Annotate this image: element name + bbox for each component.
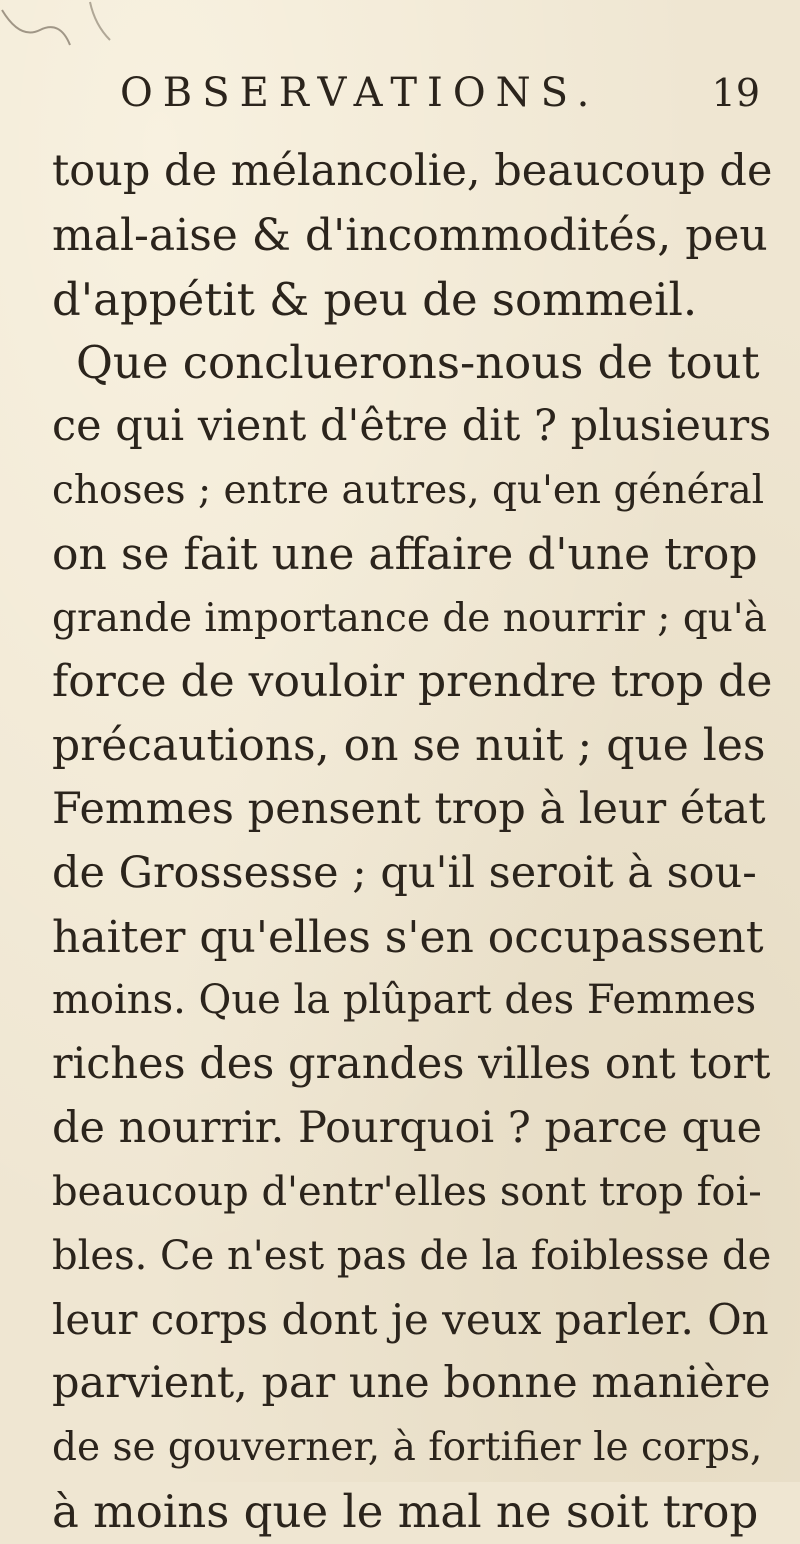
- text-line: force de vouloir prendre trop de: [52, 656, 772, 708]
- text-line: de Grossesse ; qu'il seroit à sou-: [52, 847, 757, 898]
- text-line: moins. Que la plûpart des Femmes: [52, 977, 757, 1024]
- text-line: on se fait une affaire d'une trop: [52, 528, 758, 580]
- text-line: bles. Ce n'est pas de la foiblesse de: [52, 1232, 772, 1279]
- page-number: 19: [711, 71, 760, 115]
- text-line: haiter qu'elles s'en occupassent: [52, 911, 764, 963]
- text-line: à moins que le mal ne soit trop: [52, 1484, 759, 1538]
- text-line: riches des grandes villes ont tort: [52, 1039, 771, 1090]
- text-line: de nourrir. Pourquoi ? parce que: [52, 1102, 763, 1153]
- text-line: choses ; entre autres, qu'en général: [52, 467, 765, 513]
- text-line: beaucoup d'entr'elles sont trop foi-: [52, 1168, 762, 1215]
- text-line: leur corps dont je veux parler. On: [52, 1295, 769, 1345]
- text-line: Que concluerons-nous de tout: [76, 336, 760, 390]
- text-line: grande importance de nourrir ; qu'à: [52, 595, 767, 641]
- text-line: mal-aise & d'incommodités, peu: [52, 209, 768, 261]
- text-line: Femmes pensent trop à leur état: [52, 783, 766, 834]
- running-title: OBSERVATIONS.: [120, 70, 600, 116]
- text-line: ce qui vient d'être dit ? plusieurs: [52, 401, 772, 452]
- text-line: parvient, par une bonne manière: [52, 1358, 771, 1409]
- body-text: [52, 140, 772, 1544]
- text-line: de se gouverner, à fortifier le corps,: [52, 1424, 763, 1470]
- corner-ink-mark: [0, 0, 170, 60]
- page-header: [120, 58, 760, 128]
- text-line: précautions, on se nuit ; que les: [52, 720, 766, 772]
- text-line: toup de mélancolie, beaucoup de: [52, 146, 772, 196]
- text-line: d'appétit & peu de sommeil.: [52, 272, 698, 326]
